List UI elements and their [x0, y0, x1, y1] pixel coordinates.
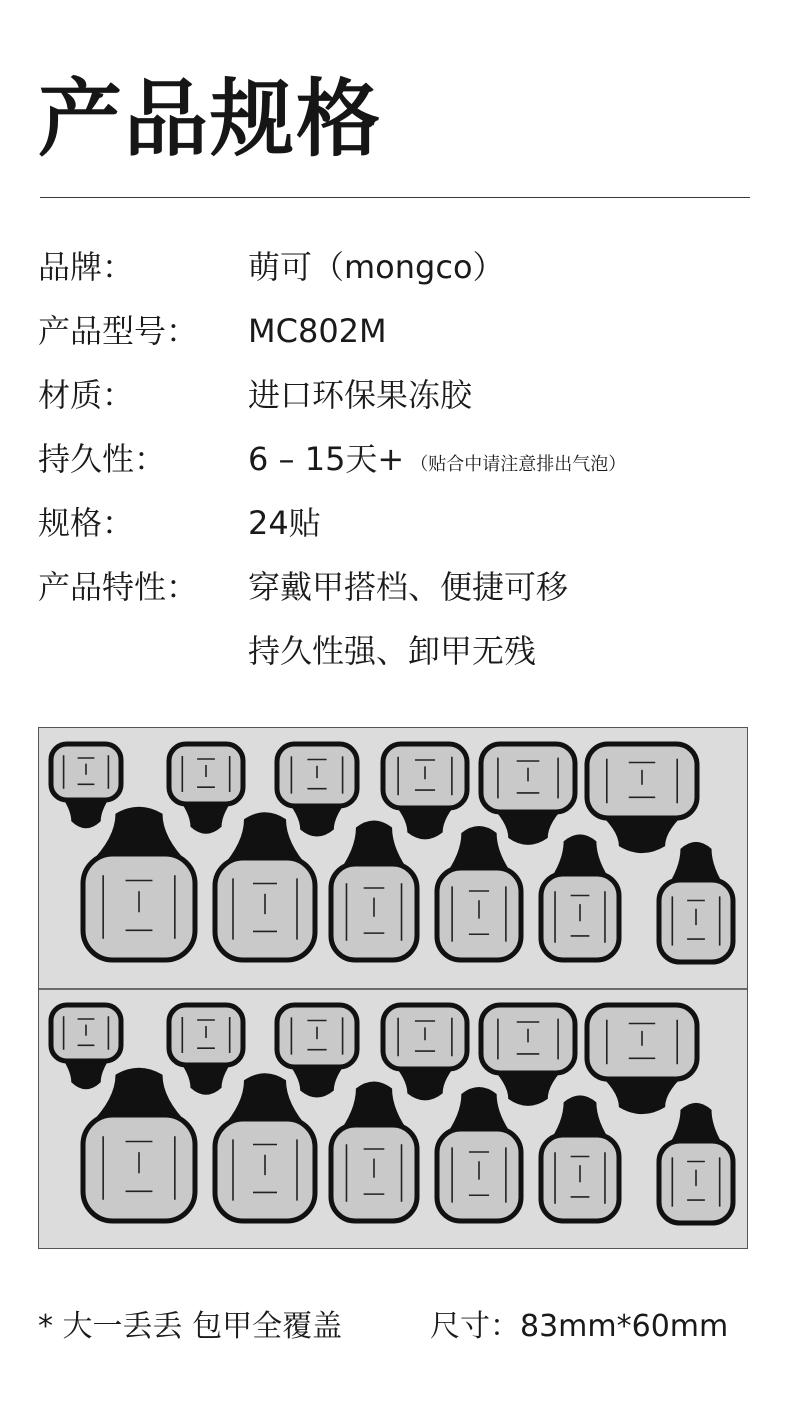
spec-row-durability — [38, 432, 758, 496]
nail-tab-sheet-image — [38, 727, 748, 1249]
spec-value: 进口环保果冻胶 — [248, 376, 473, 414]
nail-tab — [481, 1005, 575, 1106]
nail-tab — [383, 1005, 467, 1100]
spec-row-size — [38, 496, 758, 560]
footer — [38, 1300, 750, 1354]
spec-label: 产品特性： — [38, 568, 199, 606]
spec-label: 材质： — [38, 376, 135, 414]
spec-value: 萌可（mongco） — [248, 248, 505, 286]
nail-tab — [587, 1005, 697, 1114]
durability-value: 6 – 15天+ — [248, 440, 405, 478]
nail-tab — [541, 1095, 619, 1221]
nail-tab — [277, 1005, 357, 1098]
spec-label: 持久性： — [38, 440, 167, 478]
nail-tab — [659, 1103, 733, 1223]
page-title: 产品规格 — [38, 70, 383, 168]
spec-row-model — [38, 304, 758, 368]
spec-row-features-continued — [38, 624, 758, 688]
spec-value: 穿戴甲搭档、便捷可移 — [248, 568, 569, 606]
nail-tab — [437, 1087, 521, 1221]
nail-tab — [169, 744, 243, 834]
divider — [40, 197, 750, 198]
nail-tab — [83, 807, 195, 960]
nail-tab-sheet — [39, 728, 747, 1248]
nail-tab — [277, 744, 357, 837]
nail-tab — [83, 1068, 195, 1221]
spec-label: 规格： — [38, 504, 135, 542]
spec-value: 持久性强、卸甲无残 — [248, 632, 537, 670]
spec-value: 24贴 — [248, 504, 321, 542]
nail-tab — [437, 826, 521, 960]
spec-row-brand — [38, 240, 758, 304]
nail-tab — [169, 1005, 243, 1095]
nail-tab — [215, 812, 315, 960]
spec-row-material — [38, 368, 758, 432]
nail-tab — [541, 834, 619, 960]
product-dimensions: 尺寸：83mm*60mm — [430, 1309, 729, 1344]
spec-list — [38, 240, 758, 688]
nail-tab — [383, 744, 467, 839]
nail-tab — [659, 842, 733, 962]
nail-tab — [51, 744, 121, 828]
nail-tab — [481, 744, 575, 845]
spec-value — [248, 432, 626, 492]
footer-note: * 大一丢丢 包甲全覆盖 — [38, 1309, 343, 1344]
spec-row-features — [38, 560, 758, 624]
spec-label: 品牌： — [38, 248, 135, 286]
nail-tab — [331, 1082, 417, 1221]
nail-tab — [51, 1005, 121, 1089]
spec-value: MC802M — [248, 312, 387, 350]
nail-tab — [331, 821, 417, 960]
nail-tab — [215, 1073, 315, 1221]
durability-note: （贴合中请注意排出气泡） — [410, 454, 627, 475]
spec-label: 产品型号： — [38, 312, 199, 350]
nail-tab — [587, 744, 697, 853]
